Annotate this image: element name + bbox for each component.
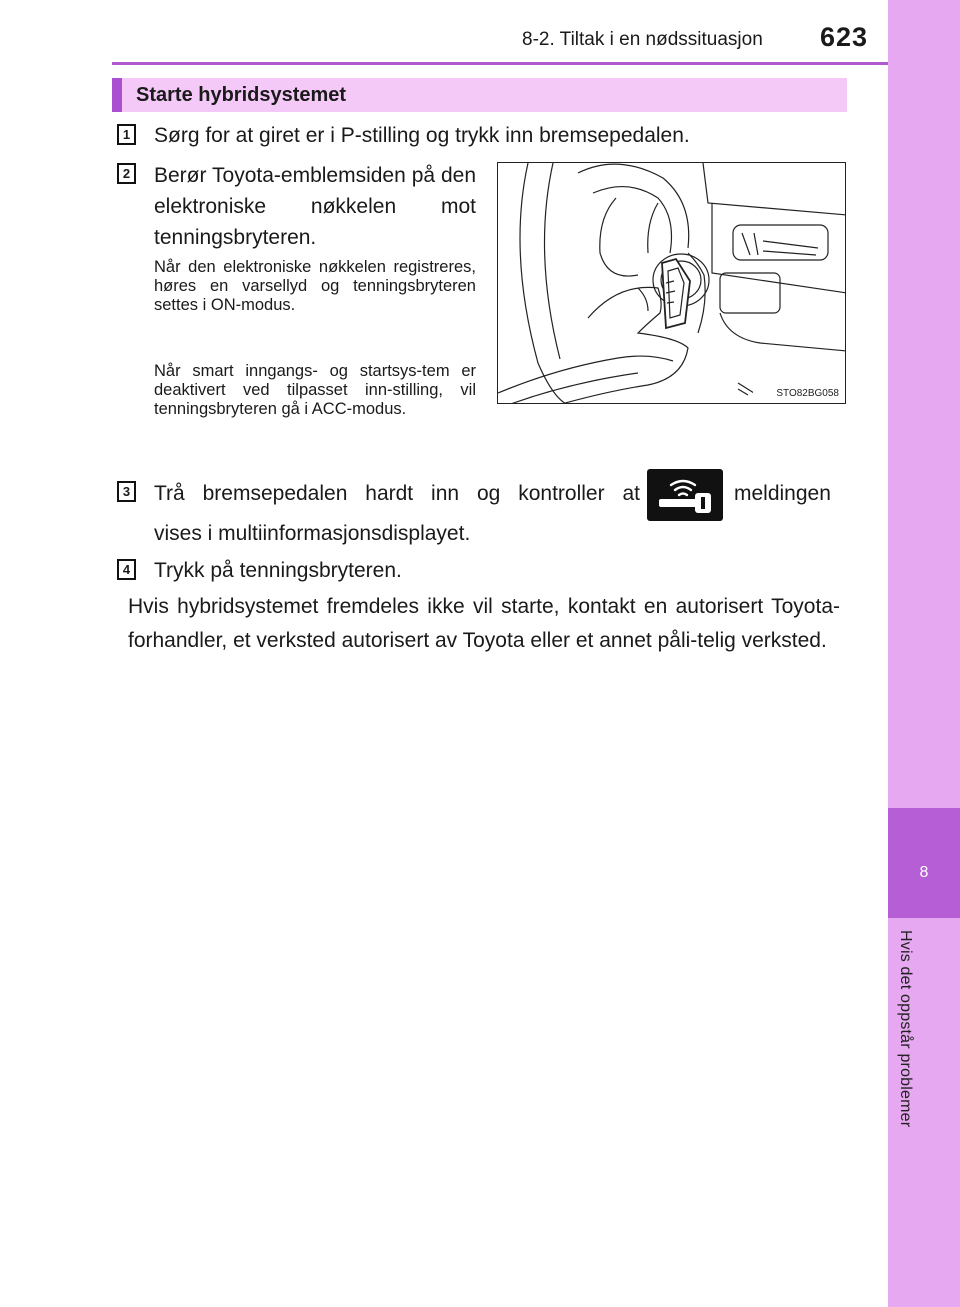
- section-title: Starte hybridsystemet: [136, 84, 347, 106]
- illustration-key-to-ignition: [497, 162, 846, 404]
- illustration-code: STO82BG058: [776, 388, 839, 399]
- smart-key-indicator-icon: [647, 469, 723, 521]
- chapter-title: Hvis det oppstår problemer: [897, 930, 914, 1128]
- step-badge-2: 2: [117, 163, 136, 184]
- step-badge-1: 1: [117, 124, 136, 145]
- step-2-note-2: Når smart inngangs- og startsys-tem er deaktivert ved tilpasset inn-stilling, vil tenningsbryteren gå i ACC-modus.: [154, 362, 476, 418]
- header-rule: [112, 62, 888, 65]
- step-text-2: Berør Toyota-emblemsiden på den elektroniske nøkkelen mot tenningsbryteren.: [154, 164, 476, 249]
- section-heading-bar: [112, 78, 847, 112]
- step-text-3-after: meldingen: [734, 482, 831, 505]
- header-section-title: 8-2. Tiltak i en nødssituasjon: [522, 29, 763, 50]
- chapter-tab[interactable]: [888, 808, 960, 918]
- illustration-drawing: [498, 163, 846, 404]
- step-text-3-before: Trå bremsepedalen hardt inn og kontroller at: [154, 482, 640, 505]
- step-text-3-line2: vises i multiinformasjonsdisplayet.: [154, 522, 471, 545]
- step-text-1: Sørg for at giret er i P-stilling og trykk inn bremsepedalen.: [154, 124, 690, 147]
- chapter-number: 8: [919, 864, 929, 881]
- step-badge-4: 4: [117, 559, 136, 580]
- page-number: 623: [820, 22, 869, 52]
- step-badge-3: 3: [117, 481, 136, 502]
- step-text-4: Trykk på tenningsbryteren.: [154, 559, 402, 582]
- body-paragraph: Hvis hybridsystemet fremdeles ikke vil starte, kontakt en autorisert Toyota-forhandler, et verksted autorisert av Toyota eller et annet påli-telig verksted.: [128, 595, 840, 652]
- step-2-note-1: Når den elektroniske nøkkelen registreres, høres en varsellyd og tenningsbryteren settes i ON-modus.: [154, 258, 476, 314]
